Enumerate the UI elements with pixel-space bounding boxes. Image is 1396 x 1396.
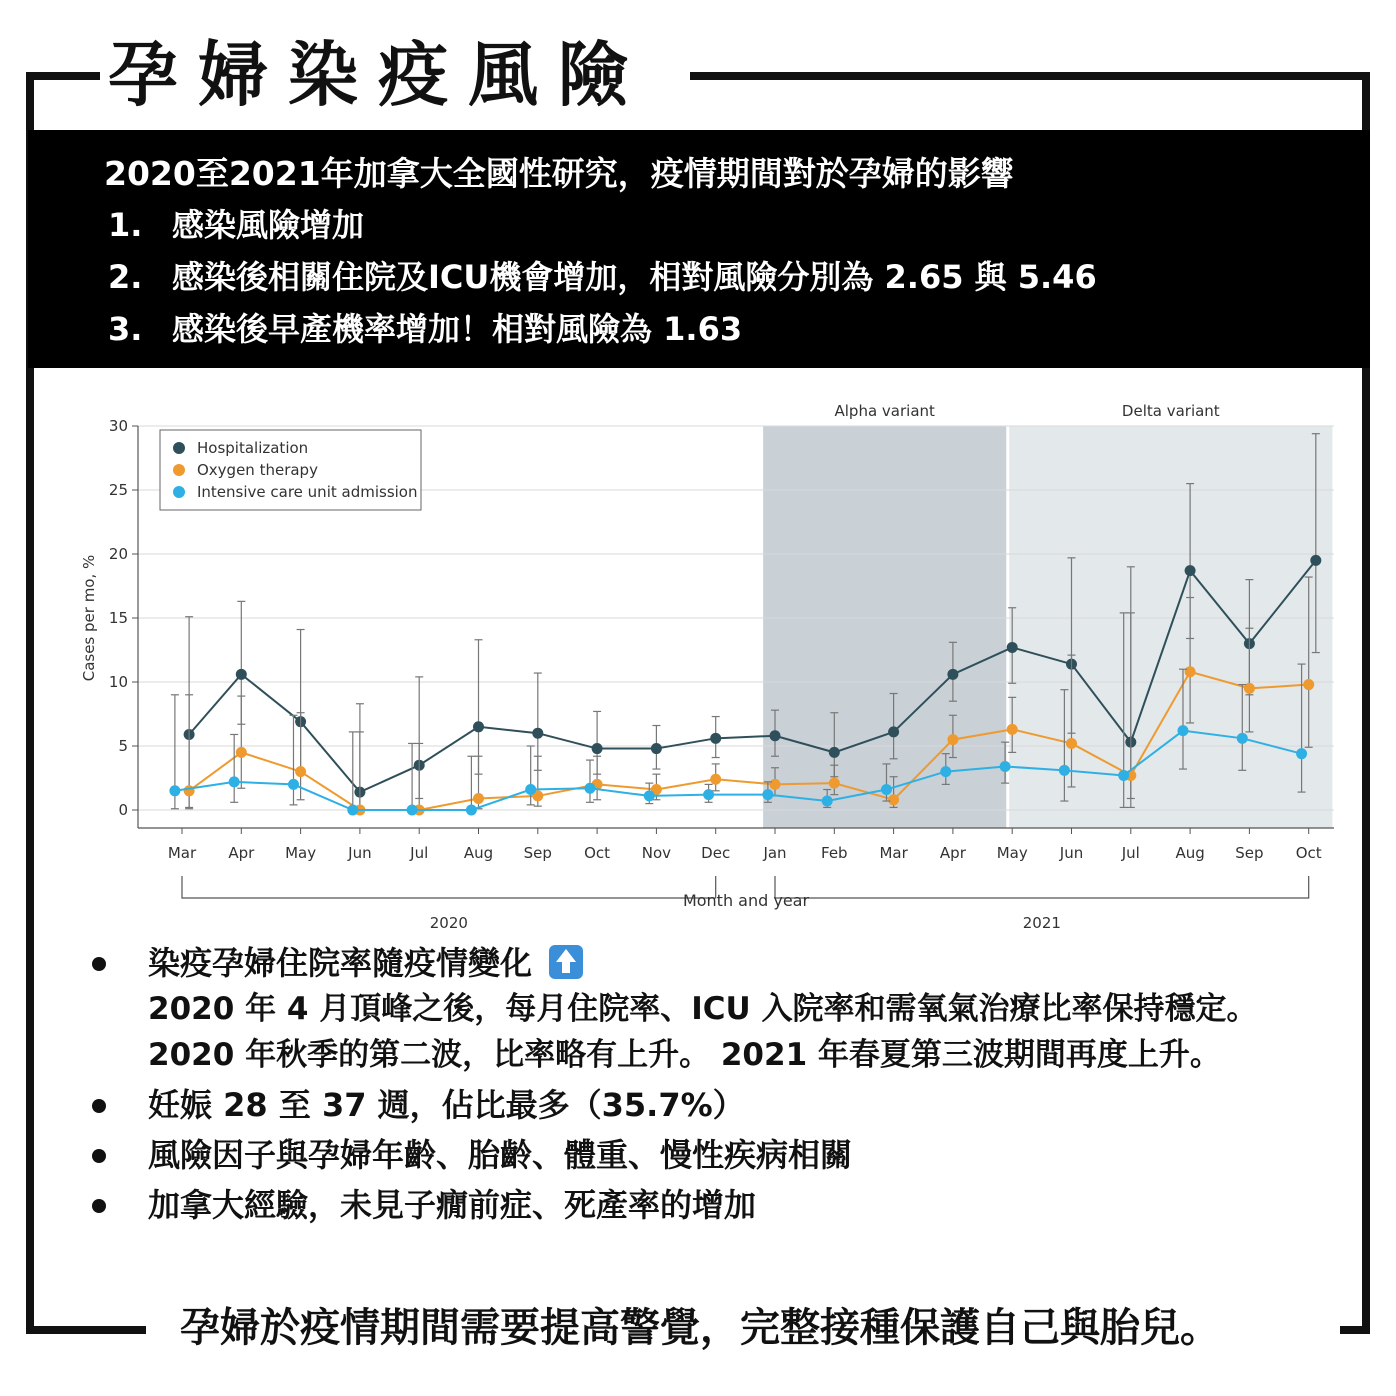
- data-point: [888, 794, 899, 805]
- data-point: [644, 790, 655, 801]
- data-point: [651, 743, 662, 754]
- hospitalization-chart: [38, 370, 1360, 932]
- data-point: [1007, 642, 1018, 653]
- x-tick-label: Jan: [763, 844, 787, 862]
- x-tick-label: May: [285, 844, 317, 862]
- x-tick-label: Aug: [463, 844, 494, 862]
- legend-marker: [173, 486, 185, 498]
- data-point: [229, 776, 240, 787]
- year-bracket: [182, 876, 716, 898]
- summary-item: [108, 252, 1097, 298]
- data-point: [592, 743, 603, 754]
- data-point: [1296, 748, 1307, 759]
- data-point: [466, 805, 477, 816]
- summary-item: [108, 304, 742, 350]
- y-tick-label: 5: [118, 737, 128, 755]
- page-title: 孕婦染疫風險: [100, 30, 656, 120]
- bullet-dot: [92, 1099, 106, 1113]
- year-label: 2020: [429, 914, 468, 932]
- summary-item-number: 2.: [108, 258, 143, 296]
- bullet-subtext: 2020 年 4 月頂峰之後，每月住院率、ICU 入院率和需氧氣治療比率保持穩定。 2020 年秋季的第二波，比率略有上升。 2021 年春夏第三波期間再度上升。: [148, 991, 1258, 1073]
- data-point: [822, 796, 833, 807]
- data-point: [829, 778, 840, 789]
- data-point: [407, 805, 418, 816]
- data-point: [947, 669, 958, 680]
- chart-svg: [38, 370, 1360, 932]
- data-point: [1185, 666, 1196, 677]
- variant-label: Alpha variant: [834, 402, 935, 420]
- data-point: [184, 785, 195, 796]
- x-tick-label: Jul: [1121, 844, 1140, 862]
- x-tick-label: Oct: [1295, 844, 1322, 862]
- bullet-item: [90, 940, 1310, 1078]
- data-point: [169, 785, 180, 796]
- data-point: [762, 789, 773, 800]
- data-point: [770, 779, 781, 790]
- data-point: [829, 747, 840, 758]
- data-point: [473, 793, 484, 804]
- x-tick-label: Apr: [228, 844, 255, 862]
- data-point: [710, 774, 721, 785]
- data-point: [1310, 555, 1321, 566]
- bullet-list: [90, 940, 1310, 1232]
- legend-label: Oxygen therapy: [197, 461, 318, 479]
- y-tick-label: 10: [108, 673, 128, 691]
- bullet-text: 染疫孕婦住院率隨疫情變化: [148, 944, 533, 982]
- data-point: [1177, 725, 1188, 736]
- data-point: [525, 784, 536, 795]
- x-tick-label: Jul: [410, 844, 429, 862]
- frame-bottom-right-line: [1340, 1326, 1370, 1334]
- data-point: [295, 766, 306, 777]
- data-point: [347, 805, 358, 816]
- summary-item-text: 感染後早產機率增加！相對風險為 1.63: [172, 310, 743, 348]
- bullet-text: 風險因子與孕婦年齡、胎齡、體重、慢性疾病相關: [148, 1136, 853, 1174]
- x-tick-label: May: [996, 844, 1028, 862]
- summary-item-text: 感染後相關住院及ICU機會增加，相對風險分別為 2.65 與 5.46: [172, 258, 1097, 296]
- data-point: [473, 721, 484, 732]
- bullet-text: 妊娠 28 至 37 週，佔比最多（35.7%）: [148, 1086, 745, 1124]
- legend-label: Hospitalization: [197, 439, 309, 457]
- legend-marker: [173, 442, 185, 454]
- variant-label: Delta variant: [1121, 402, 1220, 420]
- bullet-text: 加拿大經驗，未見子癇前症、死產率的增加: [148, 1186, 757, 1224]
- up-arrow-icon: [549, 945, 583, 979]
- data-point: [1303, 679, 1314, 690]
- x-tick-label: Nov: [641, 844, 672, 862]
- bullet-item: [90, 1182, 1310, 1228]
- legend-label: Intensive care unit admission: [197, 483, 418, 501]
- summary-item-number: 1.: [108, 206, 143, 244]
- data-point: [947, 734, 958, 745]
- data-point: [1066, 738, 1077, 749]
- variant-region: [763, 426, 1006, 828]
- year-label: 2021: [1022, 914, 1061, 932]
- y-tick-label: 25: [108, 481, 128, 499]
- data-point: [888, 726, 899, 737]
- data-point: [710, 733, 721, 744]
- data-point: [770, 730, 781, 741]
- x-tick-label: Sep: [1235, 844, 1264, 862]
- x-tick-label: Apr: [939, 844, 966, 862]
- frame-top-left-line: [26, 72, 106, 80]
- x-tick-label: Jun: [1059, 844, 1084, 862]
- data-point: [940, 766, 951, 777]
- x-tick-label: Oct: [584, 844, 611, 862]
- x-tick-label: Mar: [879, 844, 908, 862]
- y-tick-label: 0: [118, 801, 128, 819]
- bullet-dot: [92, 957, 106, 971]
- bullet-item: [90, 1082, 1310, 1128]
- data-point: [881, 784, 892, 795]
- data-point: [584, 783, 595, 794]
- x-tick-label: Feb: [821, 844, 848, 862]
- data-point: [532, 728, 543, 739]
- data-point: [1237, 733, 1248, 744]
- data-point: [1007, 724, 1018, 735]
- frame-bottom-left-line: [26, 1326, 146, 1334]
- data-point: [1000, 761, 1011, 772]
- x-tick-label: Dec: [701, 844, 731, 862]
- bullet-dot: [92, 1199, 106, 1213]
- y-tick-label: 30: [108, 417, 128, 435]
- data-point: [236, 747, 247, 758]
- data-point: [236, 669, 247, 680]
- summary-box: [28, 130, 1370, 368]
- x-tick-label: Sep: [523, 844, 552, 862]
- year-bracket: [775, 876, 1309, 898]
- summary-item-number: 3.: [108, 310, 143, 348]
- x-tick-label: Mar: [167, 844, 197, 862]
- bullet-item: [90, 1132, 1310, 1178]
- y-tick-label: 15: [108, 609, 128, 627]
- x-tick-label: Aug: [1175, 844, 1205, 862]
- frame-top-right-line: [690, 72, 1370, 80]
- x-axis-title: Month and year: [682, 891, 810, 910]
- summary-lead: 2020至2021年加拿大全國性研究，疫情期間對於孕婦的影響: [104, 154, 1014, 193]
- summary-item-text: 感染風險增加: [172, 206, 365, 244]
- data-point: [1185, 565, 1196, 576]
- footer-message: 孕婦於疫情期間需要提高警覺，完整接種保護自己與胎兒。: [170, 1300, 1230, 1356]
- x-tick-label: Jun: [348, 844, 372, 862]
- y-axis-title: Cases per mo, %: [80, 554, 98, 682]
- data-point: [288, 779, 299, 790]
- summary-item: [108, 200, 364, 246]
- y-tick-label: 20: [108, 545, 128, 563]
- legend-marker: [173, 464, 185, 476]
- data-point: [703, 789, 714, 800]
- data-point: [1118, 770, 1129, 781]
- bullet-dot: [92, 1149, 106, 1163]
- data-point: [1059, 765, 1070, 776]
